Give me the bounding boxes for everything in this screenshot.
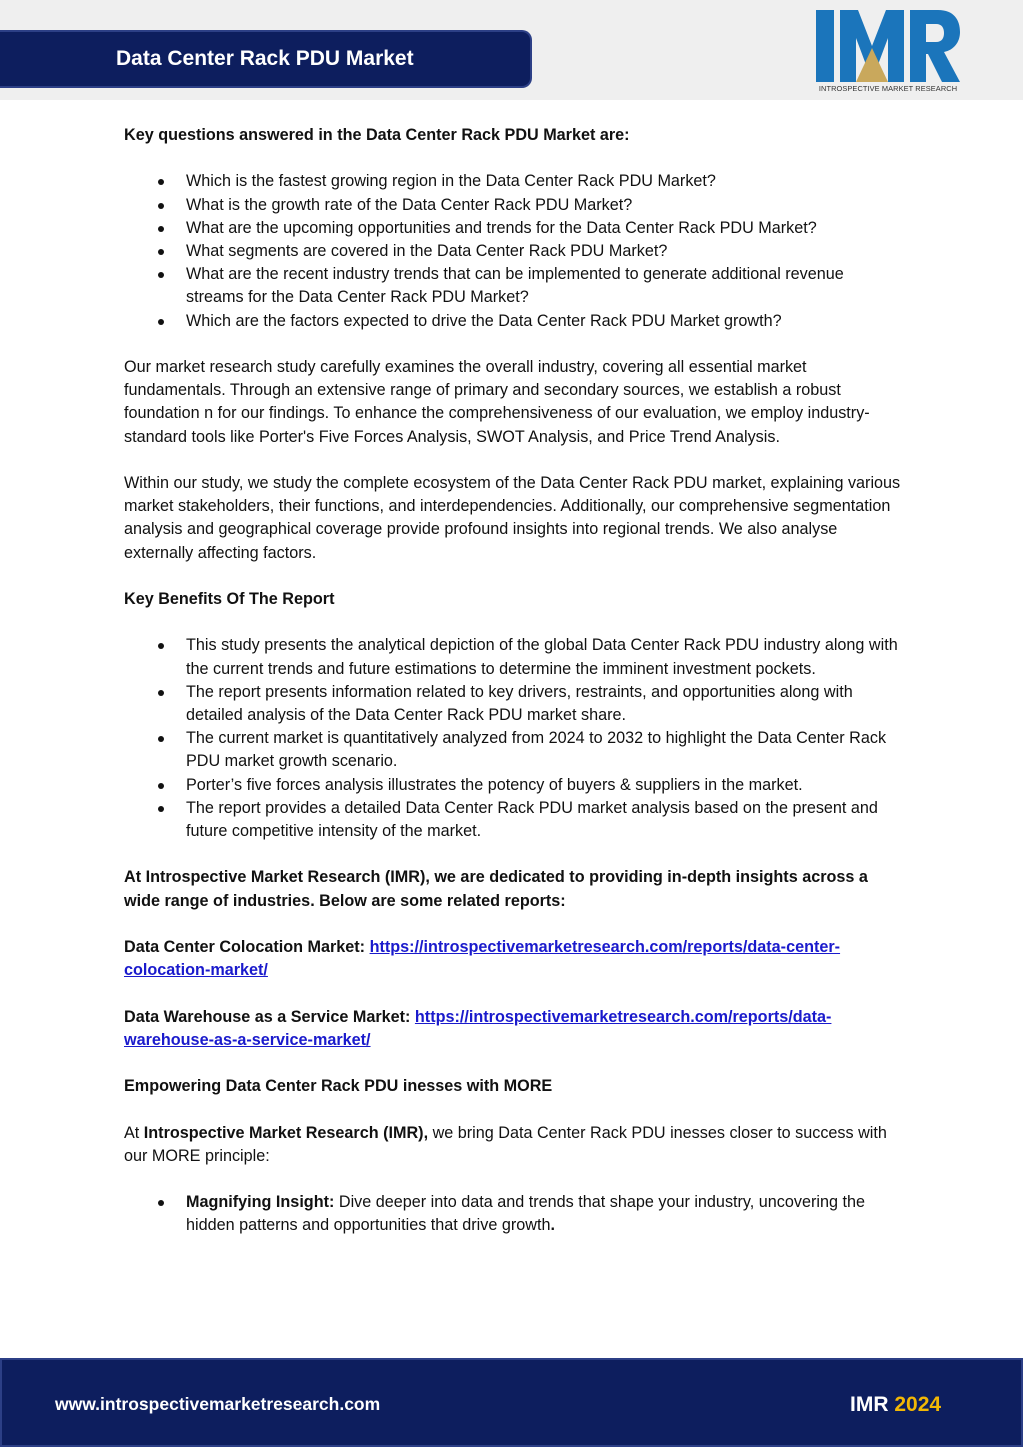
list-item xyxy=(124,1191,904,1237)
logo-tagline: INTROSPECTIVE MARKET RESEARCH xyxy=(818,84,958,93)
questions-heading: Key questions answered in the Data Center Rack PDU Market are: xyxy=(124,126,630,144)
footer-brand-name: IMR xyxy=(850,1393,889,1416)
list-item: What segments are covered in the Data Center Rack PDU Market? xyxy=(124,240,904,263)
list-item: What are the recent industry trends that can be implemented to generate additional revenue streams for the Data Center Rack PDU Market? xyxy=(124,263,904,309)
benefits-heading: Key Benefits Of The Report xyxy=(124,590,335,608)
page-title: Data Center Rack PDU Market xyxy=(116,47,414,70)
questions-list xyxy=(124,170,904,332)
related-report xyxy=(124,936,904,982)
more-list xyxy=(124,1191,904,1237)
list-item: The report provides a detailed Data Center Rack PDU market analysis based on the present and future competitive intensity of the market. xyxy=(124,797,904,843)
list-item: The current market is quantitatively analyzed from 2024 to 2032 to highlight the Data Center Rack PDU market growth scenario. xyxy=(124,727,904,773)
more-intro-suffix: we bring Data Center Rack PDU inesses closer to success with our MORE principle: xyxy=(124,1123,887,1165)
list-item: What are the upcoming opportunities and trends for the Data Center Rack PDU Market? xyxy=(124,217,904,240)
list-item: Which is the fastest growing region in the Data Center Rack PDU Market? xyxy=(124,170,904,193)
more-intro xyxy=(124,1122,904,1168)
benefits-list xyxy=(124,634,904,843)
list-item: This study presents the analytical depiction of the global Data Center Rack PDU industry along with the current trends and future estimations to determine the imminent investment pockets. xyxy=(124,634,904,680)
more-intro-prefix: At xyxy=(124,1123,144,1142)
imr-statement: At Introspective Market Research (IMR), we are dedicated to providing in-depth insights across a wide range of industries. Below are some related reports: xyxy=(124,868,868,910)
related-report xyxy=(124,1006,904,1052)
list-item: What is the growth rate of the Data Center Rack PDU Market? xyxy=(124,194,904,217)
title-banner xyxy=(0,30,532,88)
footer-brand xyxy=(850,1393,941,1417)
document-body xyxy=(124,124,904,1238)
footer-year: 2024 xyxy=(894,1393,942,1416)
footer xyxy=(0,1358,1023,1447)
paragraph-study: Our market research study carefully examines the overall industry, covering all essential market fundamentals. Through an extensive range of primary and secondary sources, we establish a robust foundation n for our findings. To enhance the comprehensiveness of our evaluation, we employ industry-standard tools like Porter's Five Forces Analysis, SWOT Analysis, and Price Trend Analysis. xyxy=(124,358,870,446)
more-item-title: Magnifying Insight: xyxy=(186,1193,335,1212)
more-heading: Empowering Data Center Rack PDU inesses with MORE xyxy=(124,1077,553,1096)
list-item: The report presents information related to key drivers, restraints, and opportunities along with detailed analysis of the Data Center Rack PDU market share. xyxy=(124,681,904,727)
more-item-tail: . xyxy=(550,1216,555,1235)
footer-url[interactable]: www.introspectivemarketresearch.com xyxy=(55,1394,381,1414)
related-report-label: Data Center Colocation Market: xyxy=(124,938,366,956)
more-item-text: Dive deeper into data and trends that shape your industry, uncovering the hidden patterns and opportunities that drive growth xyxy=(186,1193,865,1235)
list-item: Which are the factors expected to drive the Data Center Rack PDU Market growth? xyxy=(124,310,904,333)
related-report-label: Data Warehouse as a Service Market: xyxy=(124,1007,411,1026)
more-intro-bold: Introspective Market Research (IMR), xyxy=(143,1123,429,1142)
related-report-link[interactable]: https://introspectivemarketresearch.com/reports/data-warehouse-as-a-service-market/ xyxy=(124,1007,832,1049)
list-item: Porter’s five forces analysis illustrates the potency of buyers & suppliers in the market. xyxy=(124,774,904,797)
related-report-link[interactable]: https://introspectivemarketresearch.com/reports/data-center-colocation-market/ xyxy=(124,938,841,980)
paragraph-ecosystem: Within our study, we study the complete ecosystem of the Data Center Rack PDU market, explaining various market stakeholders, their functions, and interdependencies. Additionally, our comprehensive segmentation analysis and geographical coverage provide profound insights into regional trends. We also analyse externally affecting factors. xyxy=(124,474,901,562)
